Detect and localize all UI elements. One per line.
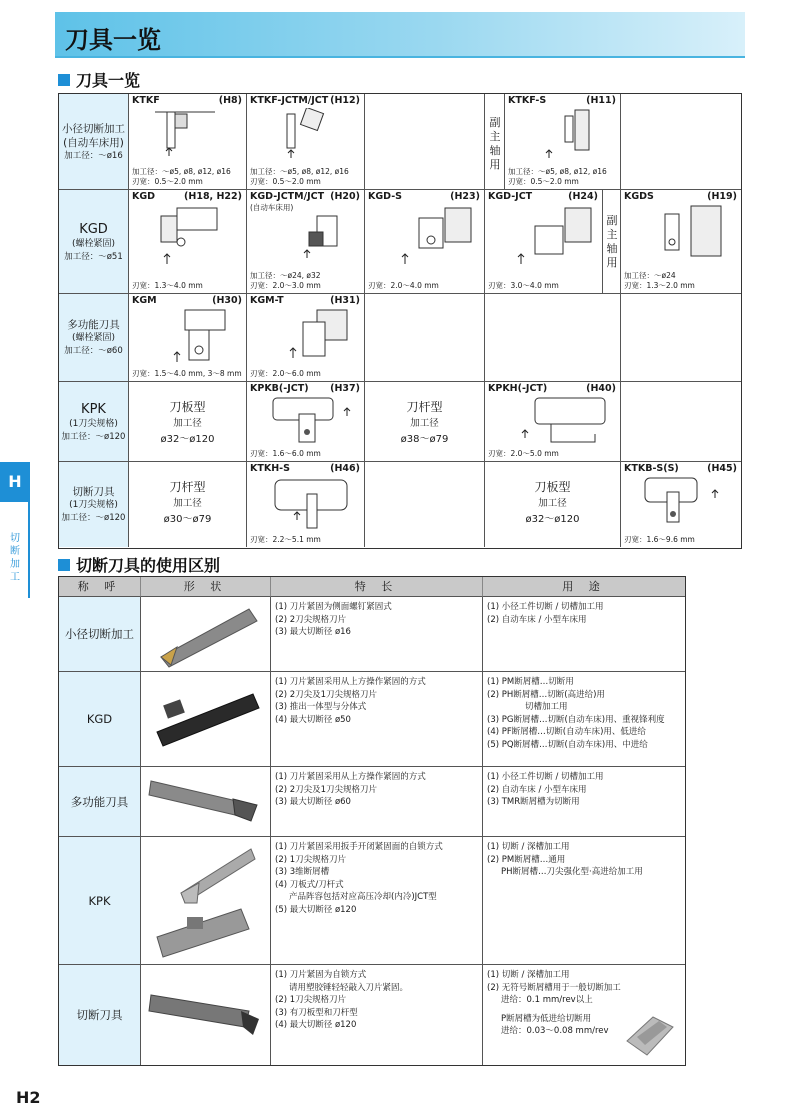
ref-link: (H18, H22) — [184, 191, 242, 202]
ref-link: (H23) — [450, 191, 480, 202]
tool-diagram-icon — [277, 108, 347, 164]
features-cell: (1) 刀片紧固采用从上方操作紧固的方式 (2) 2刀尖及1刀尖规格刀片 (3) 最大切断径 ø60 — [271, 767, 483, 837]
cutting-tool-icon — [141, 837, 269, 963]
usage-row-name: KPK — [59, 837, 141, 965]
uses-cell: (1) PM断屑槽…切断用 (2) PH断屑槽…切断(高进给)用 切槽加工用 (3) PG断屑槽…切断(自动车床)用、重视锋利度 (4) PF断屑槽…切断(自动车床)用、低进给 (5) PQ断屑槽…切断(自动车床)用、中进给 — [483, 672, 685, 767]
tool-photo-kgd — [141, 672, 271, 767]
row-label-multifunction: 多功能刀具 (螺栓紧固) 加工径：～ø60 — [59, 294, 129, 382]
cell-ktkf-s[interactable]: KTKF-S (H11) 加工径：～ø5, ø8, ø12, ø16 刃宽：0.5～2.0 mm — [505, 94, 621, 190]
tool-photo-multifunction — [141, 767, 271, 837]
tool-diagram-icon — [389, 206, 475, 270]
cell-ktkf[interactable]: KTKF (H8) 加工径：～ø5, ø8, ø12, ø16 刃宽：0.5～2.0 mm — [129, 94, 247, 190]
cell-ktkh-s[interactable]: KTKH-S (H46) 刃宽：2.2～5.1 mm — [247, 462, 365, 547]
tool-diagram-icon — [155, 108, 225, 164]
cell-kpk-bar-type: 刀杆型 加工径 ø38～ø79 — [365, 382, 485, 462]
tool-diagram-icon — [651, 204, 731, 264]
cell-empty — [621, 382, 741, 462]
page-header — [55, 12, 745, 56]
ref-link: (H37) — [330, 383, 360, 394]
row-label-cutoff: 切断刀具 (1刀尖规格) 加工径：～ø120 — [59, 462, 129, 547]
features-cell: (1) 刀片紧固为侧面螺钉紧固式 (2) 2刀尖规格刀片 (3) 最大切断径 ø16 — [271, 597, 483, 672]
cell-empty — [365, 462, 485, 547]
cell-kgd-jct[interactable]: KGD-JCTM/JCT (H20) (自动车床用) 加工径：～ø24, ø32 刃宽：2.0～3.0 mm — [247, 190, 365, 294]
cell-subspindle-label: 副主轴用 — [485, 94, 505, 190]
cell-ktkb-s[interactable]: KTKB-S(S) (H45) 刃宽：1.6～9.6 mm — [621, 462, 741, 547]
ref-link: (H40) — [586, 383, 616, 394]
ref-link: (H31) — [330, 295, 360, 306]
cell-ktkf-jct[interactable]: KTKF-JCTM/JCT (H12) 加工径：～ø5, ø8, ø12, ø16 刃宽：0.5～2.0 mm — [247, 94, 365, 190]
cutting-tool-icon — [141, 767, 269, 835]
cell-empty — [621, 94, 741, 190]
ref-link: (H30) — [212, 295, 242, 306]
cell-cutoff-bar-type: 刀杆型 加工径 ø30～ø79 — [129, 462, 247, 547]
uses-cell: (1) 小径工件切断 / 切槽加工用 (2) 自动车床 / 小型车床用 (3) TMR断屑槽为切断用 — [483, 767, 685, 837]
ref-link: (H46) — [330, 463, 360, 474]
uses-cell: (1) 切断 / 深槽加工用 (2) 无符号断屑槽用于一般切断加工 进给：0.1 mm/rev以上 P断屑槽为低进给切断用 进给：0.03～0.08 mm/rev — [483, 965, 685, 1065]
cell-kpkh[interactable]: KPKH(-JCT) (H40) 刃宽：2.0～5.0 mm — [485, 382, 621, 462]
col-header-name: 称 呼 — [59, 577, 141, 597]
row-label-kgd: KGD (螺栓紧固) 加工径：～ø51 — [59, 190, 129, 294]
ref-link: (H20) — [330, 191, 360, 202]
section-heading-usage: 切断刀具的使用区别 — [58, 553, 220, 576]
cell-kgm[interactable]: KGM (H30) 刃宽：1.5～4.0 mm, 3～8 mm — [129, 294, 247, 382]
page-number: H2 — [16, 1088, 41, 1107]
cutting-tool-icon — [141, 965, 269, 1063]
cell-empty — [621, 294, 741, 382]
usage-table — [58, 576, 686, 1066]
square-bullet-icon — [58, 74, 70, 86]
features-cell: (1) 刀片紧固采用从上方操作紧固的方式 (2) 2刀尖及1刀尖规格刀片 (3) 推出一体型与分体式 (4) 最大切断径 ø50 — [271, 672, 483, 767]
cell-kgd[interactable]: KGD (H18, H22) 刃宽：1.3～4.0 mm — [129, 190, 247, 294]
tool-photo-kpk — [141, 837, 271, 965]
cell-kgd-jct-2[interactable]: KGD-JCT (H24) 刃宽：3.0～4.0 mm — [485, 190, 603, 294]
ref-link: (H8) — [218, 95, 242, 106]
square-bullet-icon — [58, 559, 70, 571]
chapter-side-tab[interactable]: H 切断加工 — [0, 462, 30, 598]
section-heading-overview: 刀具一览 — [58, 68, 140, 91]
page-title: 刀具一览 — [65, 26, 161, 54]
tool-diagram-icon — [535, 108, 605, 164]
cell-empty — [365, 294, 485, 382]
cell-kgds[interactable]: KGDS (H19) 加工径：～ø24 刃宽：1.3～2.0 mm — [621, 190, 741, 294]
tool-photo-cutoff — [141, 965, 271, 1065]
header-divider — [55, 56, 745, 58]
usage-row-name: 多功能刀具 — [59, 767, 141, 837]
cell-empty — [365, 94, 485, 190]
tool-overview-table — [58, 93, 742, 549]
tool-diagram-icon — [287, 212, 357, 264]
insert-photo-icon — [623, 1011, 679, 1061]
col-header-features: 特 长 — [271, 577, 483, 597]
tool-diagram-icon — [169, 308, 239, 368]
row-label-small-diameter: 小径切断加工 (自动车床用) 加工径：～ø16 — [59, 94, 129, 190]
uses-cell: (1) 小径工件切断 / 切槽加工用 (2) 自动车床 / 小型车床用 — [483, 597, 685, 672]
col-header-uses: 用 途 — [483, 577, 685, 597]
cutting-tool-icon — [141, 597, 269, 670]
tool-photo-small-diameter — [141, 597, 271, 672]
ref-link: (H19) — [707, 191, 737, 202]
tool-diagram-icon — [151, 206, 231, 270]
usage-row-name: 切断刀具 — [59, 965, 141, 1065]
cell-cutoff-plate-type: 刀板型 加工径 ø32～ø120 — [485, 462, 621, 547]
tool-diagram-icon — [267, 474, 357, 532]
usage-row-name: KGD — [59, 672, 141, 767]
features-cell: (1) 刀片紧固采用扳手开闭紧固面的自锁方式 (2) 1刀尖规格刀片 (3) 3维断屑槽 (4) 刀板式/刀杆式 产品阵容包括对应高压冷却(内冷)JCT型 (5) 最大切断径 ø120 — [271, 837, 483, 965]
cell-empty — [485, 294, 621, 382]
tool-diagram-icon — [639, 474, 731, 530]
cell-kpkb[interactable]: KPKB(-JCT) (H37) 刃宽：1.6～6.0 mm — [247, 382, 365, 462]
ref-link: (H11) — [586, 95, 616, 106]
col-header-shape: 形 状 — [141, 577, 271, 597]
row-label-kpk: KPK (1刀尖规格) 加工径：～ø120 — [59, 382, 129, 462]
cell-subspindle-label: 副主轴用 — [603, 190, 621, 294]
cell-kgm-t[interactable]: KGM-T (H31) 刃宽：2.0～6.0 mm — [247, 294, 365, 382]
cell-kgd-s[interactable]: KGD-S (H23) 刃宽：2.0～4.0 mm — [365, 190, 485, 294]
cell-kpk-plate-type: 刀板型 加工径 ø32～ø120 — [129, 382, 247, 462]
tool-diagram-icon — [505, 206, 595, 270]
cutting-tool-icon — [141, 672, 269, 765]
tool-diagram-icon — [269, 394, 359, 446]
ref-link: (H12) — [330, 95, 360, 106]
uses-cell: (1) 切断 / 深槽加工用 (2) PM断屑槽…通用 PH断屑槽…刀尖强化型·高进给加工用 — [483, 837, 685, 965]
ref-link: (H45) — [707, 463, 737, 474]
tool-diagram-icon — [277, 308, 357, 368]
usage-row-name: 小径切断加工 — [59, 597, 141, 672]
ref-link: (H24) — [568, 191, 598, 202]
features-cell: (1) 刀片紧固为自锁方式 请用塑胶锤轻轻敲入刀片紧固。 (2) 1刀尖规格刀片 (3) 有刀板型和刀杆型 (4) 最大切断径 ø120 — [271, 965, 483, 1065]
tool-diagram-icon — [515, 394, 615, 448]
